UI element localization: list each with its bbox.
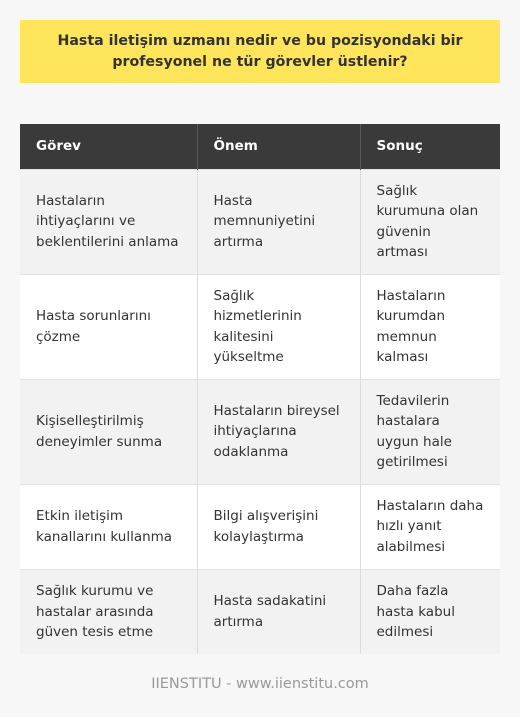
table-cell: Hastaların bireysel ihtiyaçlarına odaklanma — [197, 379, 360, 484]
table-cell: Hastaların kurumdan memnun kalması — [360, 274, 500, 379]
footer-credit: IIENSTITU - www.iienstitu.com — [151, 676, 369, 692]
table-row — [20, 484, 500, 569]
column-header-sonuc: Sonuç — [360, 124, 500, 169]
tasks-table — [20, 124, 500, 654]
table-cell: Kişiselleştirilmiş deneyimler sunma — [20, 379, 197, 484]
table-row — [20, 569, 500, 654]
table-cell: Hastaların daha hızlı yanıt alabilmesi — [360, 484, 500, 569]
table-row — [20, 274, 500, 379]
table-cell: Hasta memnuniyetini artırma — [197, 169, 360, 274]
table-cell: Sağlık kurumuna olan güvenin artması — [360, 169, 500, 274]
page-title — [20, 20, 500, 83]
table-cell: Daha fazla hasta kabul edilmesi — [360, 569, 500, 654]
page-title-text: Hasta iletişim uzmanı nedir ve bu pozisyondaki bir profesyonel ne tür görevler üstlenir? — [57, 32, 463, 70]
table-cell: Etkin iletişim kanallarını kullanma — [20, 484, 197, 569]
table-cell: Hasta sadakatini artırma — [197, 569, 360, 654]
table-header-row — [20, 124, 500, 169]
table-cell: Sağlık hizmetlerinin kalitesini yükseltme — [197, 274, 360, 379]
table-cell: Hasta sorunlarını çözme — [20, 274, 197, 379]
table-cell: Bilgi alışverişini kolaylaştırma — [197, 484, 360, 569]
table-cell: Tedavilerin hastalara uygun hale getirilmesi — [360, 379, 500, 484]
column-header-gorev: Görev — [20, 124, 197, 169]
table-cell: Sağlık kurumu ve hastalar arasında güven tesis etme — [20, 569, 197, 654]
table-row — [20, 379, 500, 484]
column-header-onem: Önem — [197, 124, 360, 169]
table-row — [20, 169, 500, 274]
table-cell: Hastaların ihtiyaçlarını ve beklentilerini anlama — [20, 169, 197, 274]
